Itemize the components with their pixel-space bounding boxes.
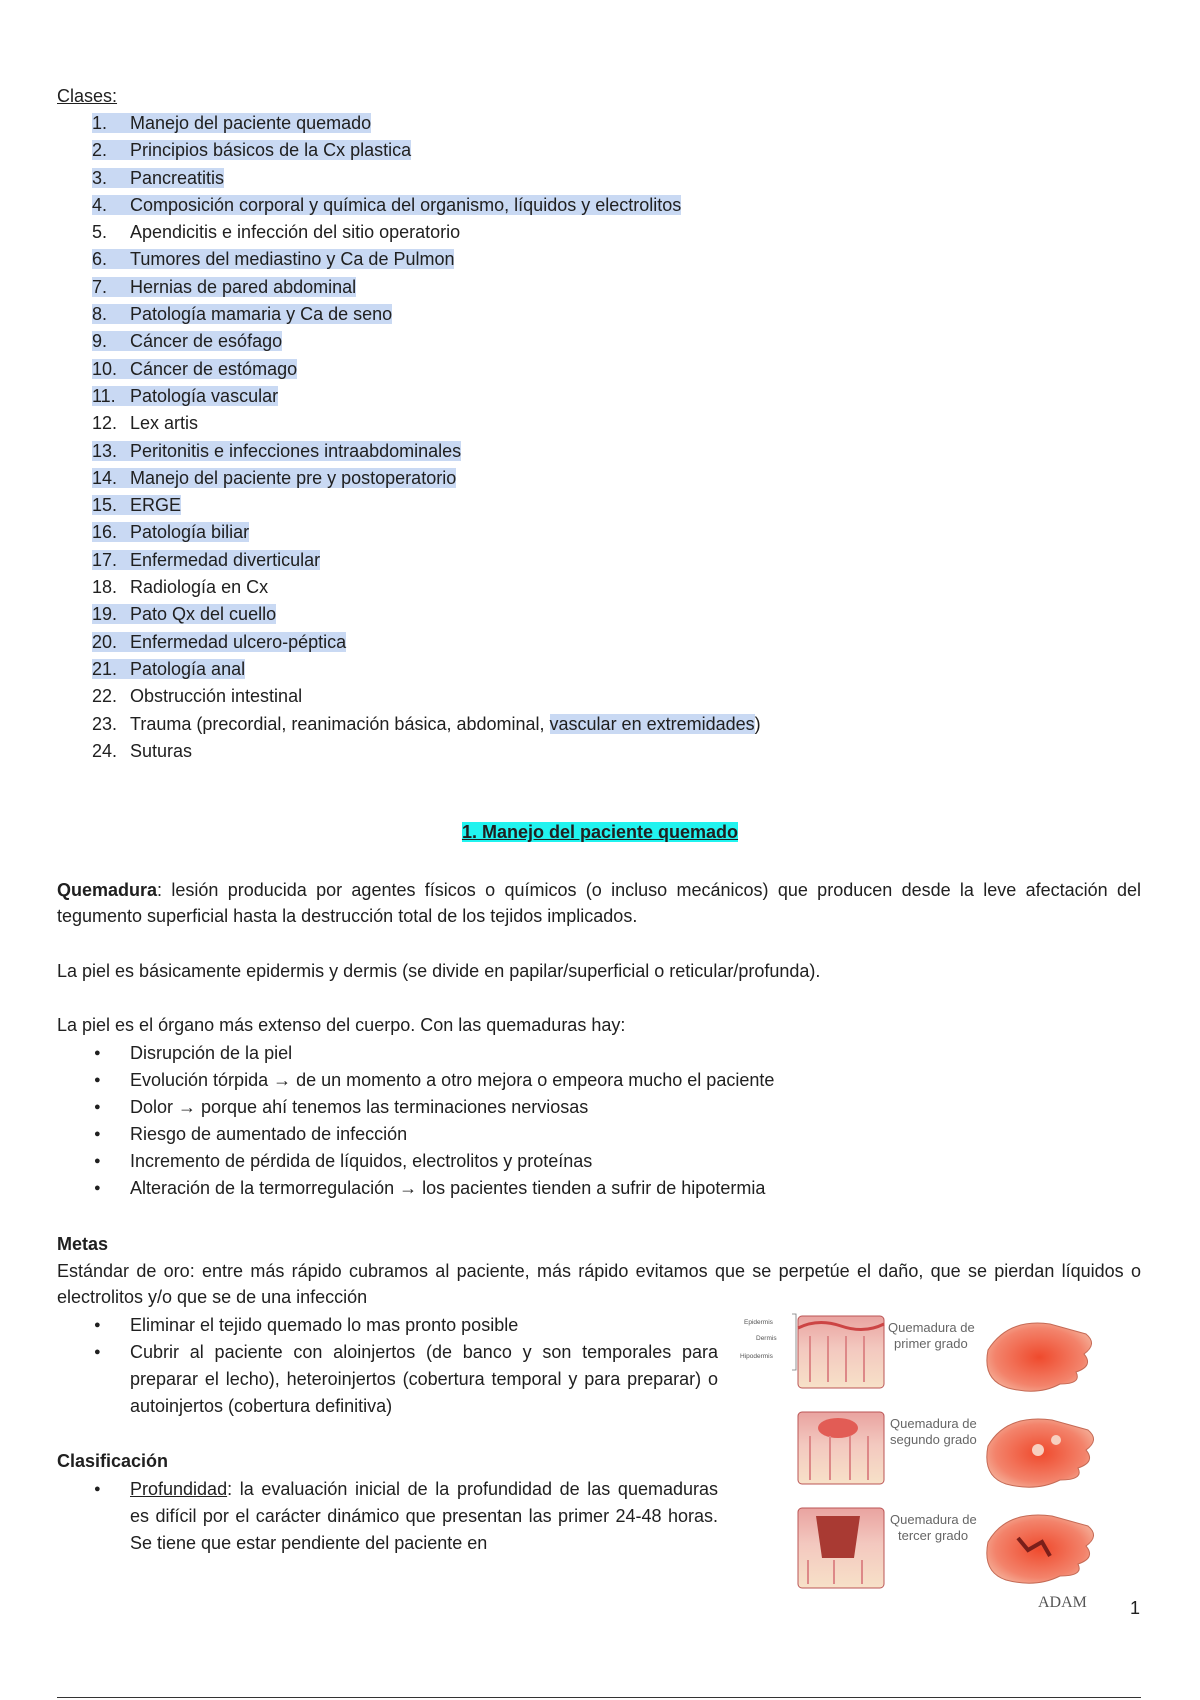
toc-item-text: Patología anal: [130, 658, 246, 679]
metas-bullet-list: [92, 1312, 718, 1420]
toc-item-number: 4.: [92, 194, 108, 215]
toc-item-text: Enfermedad ulcero-péptica: [130, 631, 347, 652]
profundidad-term: Profundidad: [130, 1479, 228, 1499]
organ-bullet: ● Incremento de pérdida de líquidos, electrolitos y proteínas: [92, 1148, 774, 1175]
organ-bullet: ● Evolución tórpida → de un momento a otro mejora o empeora mucho el paciente: [92, 1067, 774, 1094]
toc-item-number: 8.: [92, 304, 108, 325]
toc-item-highlighted-part: vascular en extremidades: [549, 713, 755, 734]
toc-item-number: 18.: [92, 577, 118, 598]
toc-item: [92, 356, 761, 383]
skin-block-third-degree: [798, 1508, 884, 1588]
burn-captions: [888, 1320, 977, 1543]
definition-term: Quemadura: [57, 880, 158, 900]
toc-item-number: 13.: [92, 440, 118, 461]
toc-item-text: Obstrucción intestinal: [130, 686, 303, 707]
toc-item-number: 23.: [92, 713, 118, 734]
toc-list: [92, 110, 761, 765]
definition-paragraph: [57, 877, 1141, 929]
toc-item-text: Tumores del mediastino y Ca de Pulmon: [130, 249, 455, 270]
layer-label-dermis: Dermis: [756, 1335, 777, 1342]
toc-item-tail: ): [754, 713, 761, 734]
organ-bullet: ● Riesgo de aumentado de infección: [92, 1121, 774, 1148]
caption-third-degree-line1: Quemadura de: [890, 1512, 977, 1527]
toc-item: [92, 328, 761, 355]
toc-item: [92, 574, 761, 601]
toc-item: [92, 683, 761, 710]
toc-item-text: Patología biliar: [130, 522, 250, 543]
toc-item: [92, 410, 761, 437]
toc-item-number: 17.: [92, 549, 118, 570]
toc-item-text: Principios básicos de la Cx plastica: [130, 140, 412, 161]
toc-item-number: 14.: [92, 467, 118, 488]
organ-bullet: ● Alteración de la termorregulación → los pacientes tienden a sufrir de hipotermia: [92, 1175, 774, 1202]
toc-item-number: 2.: [92, 140, 108, 161]
metas-heading: Metas: [57, 1234, 109, 1254]
toc-item: [92, 519, 761, 546]
organ-bullet: ● Dolor → porque ahí tenemos las terminaciones nerviosas: [92, 1094, 774, 1121]
caption-third-degree-line2: tercer grado: [898, 1528, 969, 1543]
toc-item-number: 3.: [92, 167, 108, 188]
toc-item-text: Pancreatitis: [130, 167, 225, 188]
toc-item-text: Radiología en Cx: [130, 577, 269, 598]
toc-item-number: 11.: [92, 385, 116, 406]
organ-bullet-list: [92, 1040, 774, 1202]
toc-item-number: 22.: [92, 686, 118, 707]
toc-item-number: 6.: [92, 249, 108, 270]
page-number: 1: [1130, 1598, 1141, 1618]
layer-label-epidermis: Epidermis: [744, 1319, 773, 1326]
toc-item: [92, 438, 761, 465]
toc-item-text: Trauma (precordial, reanimación básica, abdominal,: [130, 713, 550, 734]
toc-item: [92, 711, 761, 738]
hand-second-degree: [987, 1419, 1094, 1487]
toc-item-number: 5.: [92, 222, 108, 243]
clasificacion-heading: Clasificación: [57, 1451, 169, 1471]
toc-item-number: 1.: [92, 113, 108, 133]
hand-third-degree: [987, 1515, 1094, 1583]
organ-bullet: ● Disrupción de la piel: [92, 1040, 774, 1067]
clasificacion-bullet-list: [92, 1476, 718, 1557]
toc-item-text: ERGE: [130, 495, 182, 516]
toc-item: [92, 219, 761, 246]
toc-item: [92, 383, 761, 410]
toc-item: [92, 492, 761, 519]
organ-intro: La piel es el órgano más extenso del cuerpo. Con las quemaduras hay:: [57, 1015, 626, 1035]
toc-item-text: Patología vascular: [130, 385, 279, 406]
toc-item-number: 7.: [92, 276, 108, 297]
toc-item-text: Suturas: [130, 740, 193, 761]
definition-text: : lesión producida por agentes físicos o químicos (o incluso mecánicos) que producen desde la leve afectación del tegumento superficial hasta la destrucción total de los tejidos implicados.: [57, 880, 1141, 926]
toc-item-text: Composición corporal y química del organismo, líquidos y electrolitos: [130, 194, 682, 215]
metas-bullet: ● Cubrir al paciente con aloinjertos (de banco y son temporales para preparar el lecho), heteroinjertos (cobertura temporal y para preparar) o autoinjertos (cobertura definitiva): [92, 1339, 718, 1420]
skin-layer-labels: [740, 1314, 796, 1370]
footer-rule: [57, 1697, 1141, 1698]
toc-item-number: 21.: [92, 658, 118, 679]
toc-item: [92, 465, 761, 492]
toc-item: [92, 165, 761, 192]
toc-item: [92, 274, 761, 301]
toc-item-text: Hernias de pared abdominal: [130, 276, 357, 297]
skin-paragraph: La piel es básicamente epidermis y dermis (se divide en papilar/superficial o reticular/profunda).: [57, 961, 821, 981]
toc-item-number: 24.: [92, 740, 118, 761]
toc-item: [92, 601, 761, 628]
layer-label-hipodermis: Hipodermis: [740, 1353, 773, 1360]
toc-item-number: 9.: [92, 331, 108, 352]
section-title-text: 1. Manejo del paciente quemado: [461, 822, 739, 842]
caption-first-degree-line2: primer grado: [894, 1336, 968, 1351]
caption-second-degree-line1: Quemadura de: [890, 1416, 977, 1431]
skin-block-second-degree: [798, 1412, 884, 1484]
toc-item: [92, 738, 761, 765]
caption-second-degree-line2: segundo grado: [890, 1432, 977, 1447]
caption-first-degree-line1: Quemadura de: [888, 1320, 975, 1335]
toc-item: [92, 547, 761, 574]
clasificacion-bullet: [92, 1476, 718, 1557]
toc-item: [92, 301, 761, 328]
toc-item: [92, 656, 761, 683]
toc-item-text: Cáncer de estómago: [130, 358, 298, 379]
metas-paragraph: Estándar de oro: entre más rápido cubramos al paciente, más rápido evitamos que se perpetúe el daño, que se pierdan líquidos o electrolitos y/o que se de una infección: [57, 1261, 1141, 1307]
adam-logo: ADAM: [1038, 1594, 1087, 1610]
toc-item-number: 19.: [92, 604, 118, 625]
section-title: [0, 820, 1200, 844]
skin-block-first-degree: [798, 1316, 884, 1388]
toc-item-number: 12.: [92, 413, 118, 434]
toc-item-number: 16.: [92, 522, 118, 543]
toc-heading: Clases:: [57, 86, 118, 106]
toc-item-text: Peritonitis e infecciones intraabdominales: [130, 440, 462, 461]
metas-bullet: ● Eliminar el tejido quemado lo mas pronto posible: [92, 1312, 718, 1339]
toc-item-text: Cáncer de esófago: [130, 331, 283, 352]
burn-degrees-illustration: [738, 1310, 1108, 1610]
toc-item: [92, 137, 761, 164]
toc-item-text: Lex artis: [130, 413, 199, 434]
toc-item-number: 10.: [92, 358, 118, 379]
toc-item-text: Enfermedad diverticular: [130, 549, 321, 570]
toc-item-number: 20.: [92, 631, 118, 652]
toc-item-number: 15.: [92, 495, 118, 516]
toc-item-text: Manejo del paciente pre y postoperatorio: [130, 467, 457, 488]
toc-item-text: Patología mamaria y Ca de seno: [130, 304, 393, 325]
toc-item: [92, 629, 761, 656]
profundidad-text: : la evaluación inicial de la profundidad de las quemaduras es difícil por el carácter dinámico que presentan las primer 24-48 horas. Se tiene que estar pendiente del paciente en: [130, 1479, 718, 1553]
toc-item-text: Pato Qx del cuello: [130, 604, 277, 625]
toc-item: [92, 110, 761, 137]
toc-item-text: Apendicitis e infección del sitio operatorio: [130, 222, 461, 243]
toc-item: [92, 246, 761, 273]
toc-item: [92, 192, 761, 219]
toc-item-text: Manejo del paciente quemado: [130, 113, 372, 133]
hand-first-degree: [987, 1323, 1092, 1391]
